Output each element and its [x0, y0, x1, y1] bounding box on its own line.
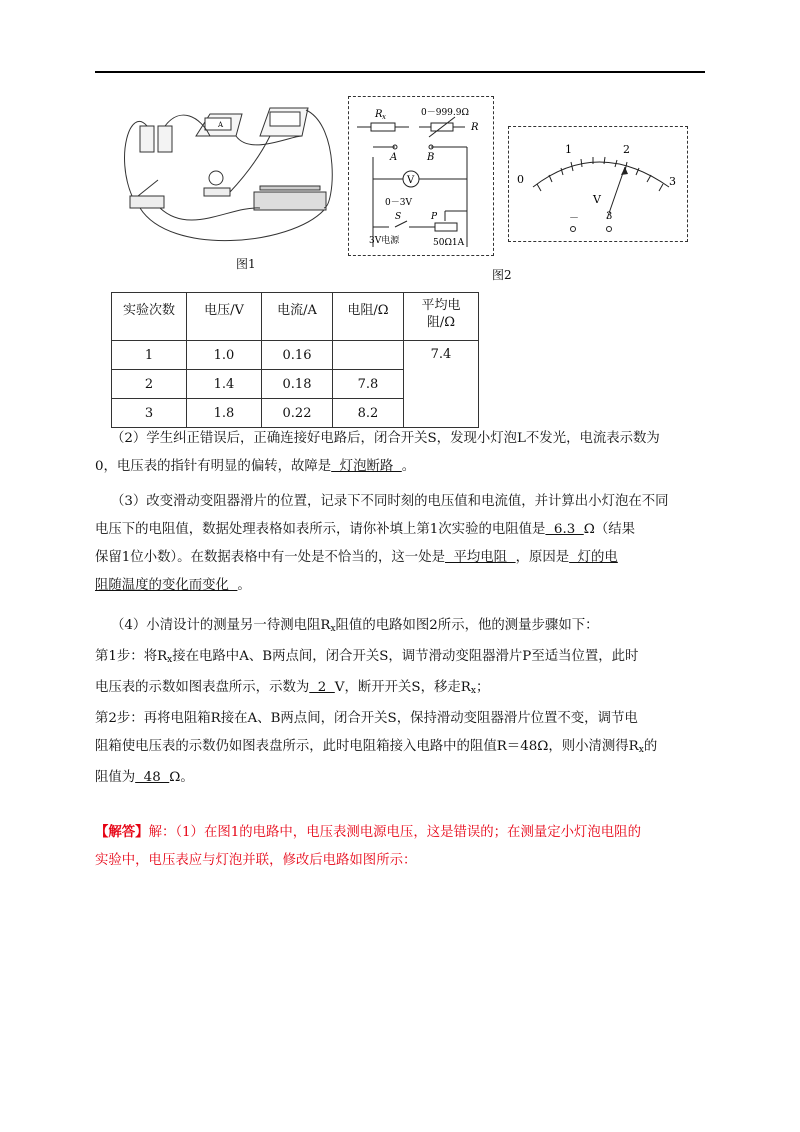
meter-tick-2: 2 — [623, 143, 630, 156]
question-4-line1: （4）小清设计的测量另一待测电阻$R_x$阻值的电路如图2所示，他的测量步骤如下： — [111, 618, 599, 634]
box-range-label: 0－999.9Ω — [421, 108, 469, 118]
p-label: P — [431, 212, 438, 222]
voltmeter-dial — [509, 127, 687, 241]
meter-tick-1: 1 — [565, 143, 572, 156]
solution-label: 【解答】 — [95, 824, 149, 840]
meter-tick-3: 3 — [669, 175, 676, 188]
v-label: V — [407, 175, 415, 186]
answer-improper-item: 平均电阻 — [444, 550, 516, 565]
table-cell-average: 7.4 — [404, 341, 479, 428]
table-cell: 2 — [112, 370, 187, 399]
question-2-line1: （2）学生纠正错误后，正确连接好电路后，闭合开关S，发现小灯泡L不发光，电流表示数为 — [111, 431, 660, 446]
figure1-circuit-drawing — [110, 96, 350, 256]
answer-reason-part1: 灯的电 — [569, 550, 618, 565]
source-label: 3V电源 — [369, 236, 400, 246]
figure2-schematic — [349, 97, 493, 255]
rheostat-label: 50Ω1A — [433, 238, 465, 248]
question-2-line2: 0，电压表的指针有明显的偏转，故障是 灯泡断路 。 — [95, 459, 416, 474]
step1-line1: 第1步：将$R_x$接在电路中A、B两点间，闭合开关S，调节滑动变阻器滑片P至适当位置，此时 — [95, 649, 639, 665]
r-label: R — [471, 122, 479, 133]
table-cell: 8.2 — [333, 399, 404, 428]
solution — [95, 818, 707, 875]
svg-text:A: A — [218, 121, 224, 129]
table-header-row — [112, 293, 479, 341]
table-cell: 1.4 — [187, 370, 262, 399]
question-2 — [95, 425, 707, 481]
question-3 — [95, 488, 707, 600]
step2-line3: 阻值为 48 Ω。 — [95, 770, 194, 785]
table-header: 实验次数 — [112, 293, 187, 341]
question-3-line4: 阻随温度的变化而变化 。 — [95, 578, 251, 593]
table-cell — [333, 341, 404, 370]
table-cell: 1 — [112, 341, 187, 370]
table-cell: 1.8 — [187, 399, 262, 428]
table-cell: 3 — [112, 399, 187, 428]
question-4 — [95, 612, 707, 792]
b-label: B — [427, 152, 435, 163]
step2-line2: 阻箱使电压表的示数仍如图表盘所示，此时电阻箱接入电路中的阻值R＝48Ω，则小清测得$R_x$的 — [95, 739, 658, 755]
voltmeter-dial-frame — [508, 126, 688, 242]
step1-line2: 电压表的示数如图表盘所示，示数为 2 V，断开开关S，移走$R_x$； — [95, 680, 490, 696]
a-label: A — [390, 152, 398, 163]
range-label: 0－3V — [385, 198, 412, 208]
question-3-line1: （3）改变滑动变阻器滑片的位置，记录下不同时刻的电压值和电流值，并计算出小灯泡在不同 — [111, 494, 669, 509]
question-3-line2: 电压下的电阻值，数据处理表格如表所示，请你补填上第1次实验的电阻值是 6.3 Ω（结果 — [95, 522, 636, 537]
answer-voltage: 2 — [309, 680, 335, 695]
table-header: 电阻/Ω — [333, 293, 404, 341]
answer-reason-part2: 阻随温度的变化而变化 — [95, 578, 238, 593]
meter-tick-0: 0 — [517, 173, 524, 186]
table-cell: 1.0 — [187, 341, 262, 370]
table-header: 电压/V — [187, 293, 262, 341]
answer-fault: 灯泡断路 — [331, 459, 402, 474]
rx-label: R — [375, 109, 383, 120]
table-header: 电流/A — [262, 293, 333, 341]
top-rule — [95, 71, 705, 73]
table-header-average — [404, 293, 479, 341]
table-cell: 7.8 — [333, 370, 404, 399]
table-header-average-line1: 平均电 — [421, 298, 461, 313]
figure1-caption: 图1 — [236, 257, 256, 271]
meter-3-terminal: 3 — [606, 211, 613, 222]
figure2-caption: 图2 — [492, 268, 512, 282]
figure2-schematic-frame — [348, 96, 494, 256]
table-cell: 0.22 — [262, 399, 333, 428]
step2-line1: 第2步：再将电阻箱R接在A、B两点间，闭合开关S，保持滑动变阻器滑片位置不变，调节电 — [95, 711, 638, 726]
answer-resistance-1: 6.3 — [545, 522, 584, 537]
answer-rx-value: 48 — [135, 770, 170, 785]
data-table — [111, 292, 479, 428]
meter-unit: V — [593, 193, 601, 206]
solution-line1: 【解答】解：（1）在图1的电路中，电压表测电源电压，这是错误的；在测量定小灯泡电阻的 — [95, 824, 641, 840]
meter-minus-terminal: － — [569, 213, 579, 224]
rx-sub-label: x — [382, 113, 386, 121]
s-label: S — [395, 212, 402, 222]
question-3-line3: 保留1位小数）。在数据表格中有一处是不恰当的，这一处是 平均电阻 ，原因是 灯的电 — [95, 550, 618, 565]
table-row — [112, 341, 479, 370]
table-header-average-line2: 阻/Ω — [426, 315, 456, 330]
solution-line2: 实验中，电压表应与灯泡并联，修改后电路如图所示： — [95, 853, 417, 868]
table-cell: 0.16 — [262, 341, 333, 370]
table-cell: 0.18 — [262, 370, 333, 399]
